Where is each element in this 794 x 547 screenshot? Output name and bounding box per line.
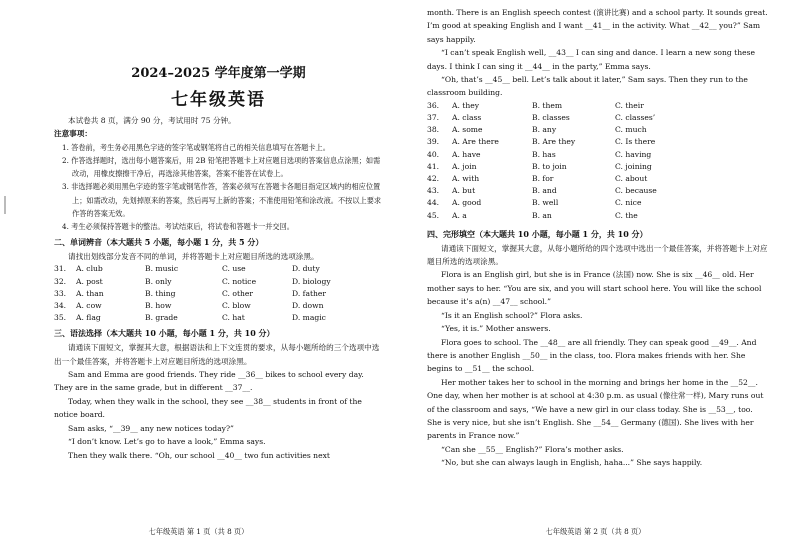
passage-paragraph: Sam asks, “__39__ any new notices today?” <box>68 423 234 433</box>
option-b: B. thing <box>145 288 176 298</box>
question-number: 44. <box>427 198 440 208</box>
passage-paragraph: “No, but she can always laugh in English, haha...” She says happily. <box>441 458 703 468</box>
option-a: A. club <box>76 264 103 274</box>
note-item: 2. 作答选择题时，选出每小题答案后，用 2B 铅笔把答题卡上对应题目选项的答案信息点涂黑；如需改动，用橡皮擦擦干净后，再选涂其他答案，答案不能答在试卷上。 <box>62 156 381 179</box>
option-a: A. good <box>452 198 482 208</box>
option-c: C. hat <box>222 313 245 323</box>
passage-paragraph: Sam and Emma are good friends. They ride __36__ bikes to school every day. They are in the same grade, but in different __37__. <box>54 370 364 393</box>
question-number: 38. <box>427 125 440 135</box>
question-row <box>54 263 383 275</box>
section-3-title: 三、语法选择（本大题共 10 小题，每小题 1 分，共 10 分） <box>54 328 275 339</box>
option-a: A. class <box>452 113 482 123</box>
option-row <box>427 149 768 161</box>
year-title: 2024–2025 学年度第一学期 <box>131 66 306 81</box>
option-b: B. well <box>532 198 559 208</box>
option-row <box>427 161 768 173</box>
option-c: C. Is there <box>615 137 656 147</box>
passage-paragraph: Flora goes to school. The __48__ are all friendly. They can speak good __49__. And there is another English __50__ in the class, too. Flora makes friends with her. She begins to __51__ the school. <box>427 337 757 374</box>
right-page <box>397 0 794 547</box>
option-a: A. a <box>452 210 467 220</box>
passage-paragraph: “I don’t know. Let’s go to have a look,” Emma says. <box>68 437 266 447</box>
option-c: C. use <box>222 264 246 274</box>
option-d: D. magic <box>292 313 326 323</box>
option-a: A. cow <box>76 301 102 311</box>
option-b: B. how <box>145 301 172 311</box>
page-footer: 七年级英语 第 2 页（共 8 页） <box>545 527 646 536</box>
question-number: 42. <box>427 174 440 184</box>
question-number: 32. <box>54 276 67 286</box>
option-c: C. classes’ <box>615 113 656 123</box>
option-c: C. much <box>615 125 647 135</box>
passage-paragraph: month. There is an English speech contest (演讲比赛) and a school party. It sounds great. I’m good at speaking English and I want __41__ in the activity. What __42__ you?” Sam says happily. <box>427 8 768 44</box>
passage-paragraph: “I can’t speak English well, __43__ I can sing and dance. I learn a new song these days. I think I can sing it __44__ in the party,” Emma says. <box>427 48 755 71</box>
section-2-instruction: 请找出划线部分发音不同的单词，并将答题卡上对应题目所选的选项涂黑。 <box>68 252 319 262</box>
option-d: D. down <box>292 301 324 311</box>
option-b: B. has <box>532 149 556 159</box>
note-item: 3. 非选择题必须用黑色字迹的签字笔或钢笔作答，答案必须写在答题卡各题目指定区域内的相应位置上；如需改动，先划掉原来的答案，然后再写上新的答案；不准使用铅笔和涂改液。不按以上要求作答的答案无效。 <box>62 182 382 218</box>
question-number: 41. <box>427 161 440 171</box>
option-c: C. the <box>615 210 638 220</box>
option-b: B. for <box>532 174 554 184</box>
question-number: 35. <box>54 313 67 323</box>
option-a: A. with <box>452 174 480 184</box>
option-d: D. biology <box>292 276 331 286</box>
option-a: A. than <box>76 288 104 298</box>
option-a: A. Are there <box>452 137 499 147</box>
option-row <box>427 197 768 209</box>
option-row <box>427 124 768 136</box>
section-3-instruction: 请通读下面短文，掌握其大意，根据语法和上下文连贯的要求，从每小题所给的三个选项中选出一个最佳答案，并将答题卡上对应题目所选的选项涂黑。 <box>54 343 380 366</box>
option-a: A. some <box>452 125 483 135</box>
option-a: A. post <box>76 276 103 286</box>
subject-title: 七年级英语 <box>171 90 266 110</box>
question-number: 37. <box>427 113 440 123</box>
option-c: C. because <box>615 186 657 196</box>
option-row <box>427 210 768 222</box>
option-b: B. grade <box>145 313 178 323</box>
option-c: C. nice <box>615 198 642 208</box>
option-a: A. have <box>452 149 481 159</box>
question-number: 34. <box>54 301 67 311</box>
passage-paragraph: Her mother takes her to school in the morning and brings her home in the __52__. One day, when her mother is at school at 4:30 p.m. as usual (像往常一样), Mary runs out of the classroom and says, “We have a new girl in our class today. She is __53__, too. She is very nice, but she isn’t English. She __54__ Germany (德国). She lives with her parents in France now.” <box>427 377 764 441</box>
option-b: B. an <box>532 210 552 220</box>
passage-paragraph: “Oh, that’s __45__ bell. Let’s talk about it later,” Sam says. Then they run to the classroom building. <box>427 75 748 98</box>
passage-paragraph: “Can she __55__ English?” Flora’s mother asks. <box>441 444 624 454</box>
option-c: C. having <box>615 149 652 159</box>
question-number: 39. <box>427 137 440 147</box>
question-row <box>54 288 383 300</box>
question-number: 45. <box>427 210 440 220</box>
question-number: 36. <box>427 100 440 110</box>
option-c: C. about <box>615 174 648 184</box>
option-c: C. blow <box>222 301 251 311</box>
option-b: B. classes <box>532 113 570 123</box>
question-number: 33. <box>54 288 67 298</box>
passage-paragraph: “Is it an English school?” Flora asks. <box>441 310 583 320</box>
question-row <box>54 276 383 288</box>
option-a: A. join <box>452 161 477 171</box>
question-row <box>54 300 383 312</box>
option-b: B. music <box>145 264 179 274</box>
option-row <box>427 136 768 148</box>
note-item: 1. 答卷前，考生务必用黑色字迹的签字笔或钢笔将自己的相关信息填写在答题卡上。 <box>62 142 330 152</box>
option-row <box>427 100 768 112</box>
option-c: C. notice <box>222 276 257 286</box>
binding-mark <box>4 196 6 214</box>
passage-paragraph: Flora is an English girl, but she is in France (法国) now. She is six __46__ old. Her mother says to her. “You are six, and you will start school here. You will like the school because it’s a(n) __47__ school.” <box>427 270 762 307</box>
option-b: B. any <box>532 125 557 135</box>
option-b: B. only <box>145 276 172 286</box>
option-row <box>427 185 768 197</box>
passage-paragraph: Then they walk there. “Oh, our school __40__ two fun activities next <box>68 450 330 460</box>
option-d: D. duty <box>292 264 320 274</box>
page-footer: 七年级英语 第 1 页（共 8 页） <box>148 527 249 536</box>
option-b: B. Are they <box>532 137 576 147</box>
exam-intro: 本试卷共 8 页，满分 90 分，考试用时 75 分钟。 <box>68 116 236 125</box>
section-2-title: 二、单词辨音（本大题共 5 小题，每小题 1 分，共 5 分） <box>54 237 264 248</box>
note-item: 4. 考生必须保持答题卡的整洁。考试结束后，将试卷和答题卡一并交回。 <box>62 222 294 232</box>
option-d: D. father <box>292 288 327 298</box>
option-a: A. they <box>452 100 480 110</box>
option-c: C. other <box>222 288 254 298</box>
option-b: B. them <box>532 100 563 110</box>
option-a: A. flag <box>76 313 101 323</box>
section-4-instruction: 请通读下面短文，掌握其大意，从每小题所给的四个选项中选出一个最佳答案，并将答题卡上对应题目所选的选项涂黑。 <box>427 243 768 267</box>
option-row <box>427 112 768 124</box>
section-4-title: 四、完形填空（本大题共 10 小题，每小题 1 分，共 10 分） <box>427 228 648 239</box>
notes-title: 注意事项： <box>54 129 92 139</box>
passage-paragraph: Today, when they walk in the school, they see __38__ students in front of the notice board. <box>54 396 362 420</box>
option-c: C. joining <box>615 161 652 171</box>
passage-paragraph: “Yes, it is.” Mother answers. <box>441 324 551 334</box>
option-row <box>427 173 768 185</box>
question-number: 40. <box>427 149 440 159</box>
option-a: A. but <box>452 186 476 196</box>
option-b: B. and <box>532 186 557 196</box>
question-number: 43. <box>427 186 440 196</box>
question-row <box>54 312 383 324</box>
question-number: 31. <box>54 264 67 274</box>
option-b: B. to join <box>532 161 567 171</box>
option-c: C. their <box>615 100 644 110</box>
